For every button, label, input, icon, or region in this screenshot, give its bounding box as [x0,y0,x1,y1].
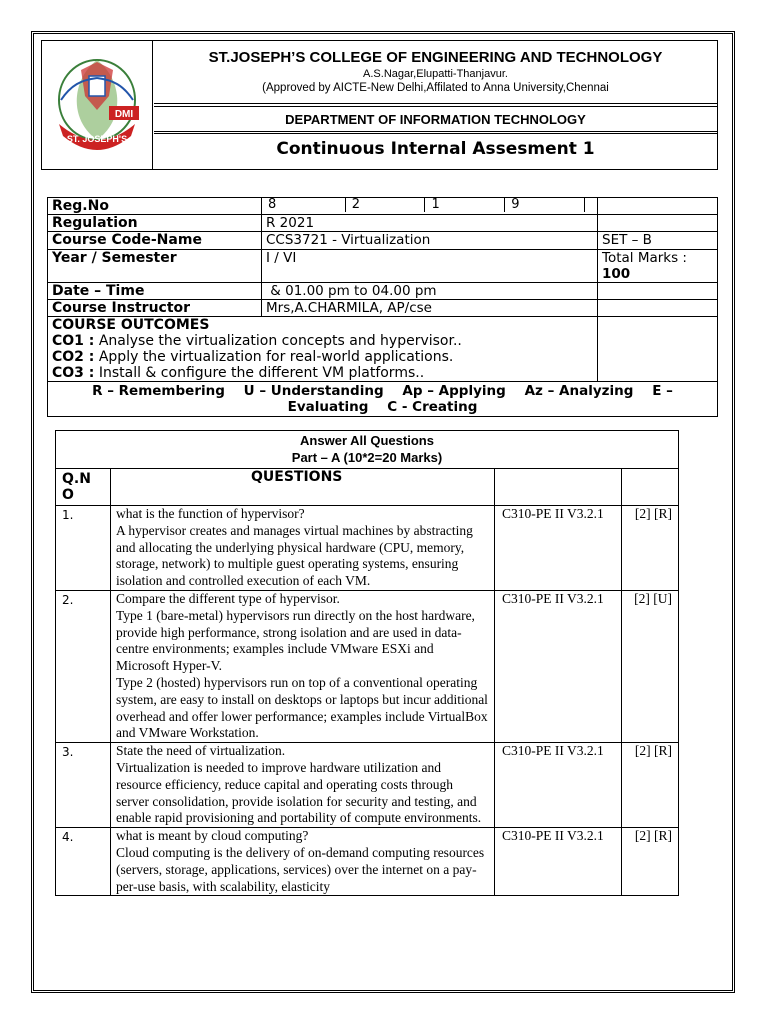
department-name: DEPARTMENT OF INFORMATION TECHNOLOGY [154,106,717,132]
questions-instruction: Answer All Questions [300,433,434,448]
question-co: C310-PE II V3.2.1 [495,590,622,742]
question-marks: [2] [R] [622,743,679,828]
outcomes-title: COURSE OUTCOMES [52,317,210,333]
marks-column-header [622,469,679,506]
exam-info-table [47,197,718,417]
question-co: C310-PE II V3.2.1 [495,743,622,828]
questions-table [55,430,679,896]
question-number: 4. [56,828,111,896]
date-row [48,283,718,300]
course-row [48,232,718,250]
question-row [56,743,679,828]
question-number: 3. [56,743,111,828]
regulation-value: R 2021 [262,215,598,232]
college-logo [41,40,153,170]
question-co: C310-PE II V3.2.1 [495,506,622,591]
college-heading [154,42,717,104]
regulation-extra-cell [598,215,718,232]
taxonomy-row [48,382,718,417]
date-extra-cell [598,283,718,300]
exam-title: Continuous Internal Assesment 1 [154,133,717,169]
instructor-label: Course Instructor [48,300,262,317]
question-row [56,828,679,896]
outcome-item: CO2 : Apply the virtualization for real-world applications. [52,349,454,365]
question-text: Compare the different type of hypervisor. Type 1 (bare-metal) hypervisors run directly on the host hardware, provide high performance, strong isolation and are used in data-centre environments; examples include VMware ESXi and Microsoft Hyper-V. Type 2 (hosted) hypervisors run on top of a conventional operating system, are easy to install on desktops or laptops but incur additional overhead and offer lower performance; examples include VirtualBox and VMware Workstation. [111,590,495,742]
year-row [48,250,718,283]
question-row [56,590,679,742]
total-marks [598,250,718,283]
questions-column-header: QUESTIONS [111,469,495,506]
total-marks-label: Total Marks : [602,250,687,266]
question-text: State the need of virtualization. Virtualization is needed to improve hardware utilization and resource efficiency, reduce capital and operating costs through server consolidation, provide isolation for security and testing, and enable rapid provisioning and portability of compute environments. [111,743,495,828]
college-approval: (Approved by AICTE-New Delhi,Affilated to Anna University,Chennai [262,82,609,94]
taxonomy-legend: R – Remembering U – Understanding Ap – Applying Az – Analyzing E – Evaluating C - Creating [48,382,718,417]
column-header-row [56,469,679,506]
question-text: what is the function of hypervisor? A hypervisor creates and manages virtual machines by abstracting and allocating the underlying physical hardware (CPU, memory, storage, network) to multiple guest operating systems, ensuring isolation and controlled execution of each VM. [111,506,495,591]
question-number: 2. [56,590,111,742]
questions-heading-row [56,431,679,469]
outcomes-row [48,317,718,382]
part-a-title: Part – A (10*2=20 Marks) [291,450,443,465]
outcome-item: CO3 : Install & configure the different VM platforms.. [52,365,425,381]
question-marks: [2] [R] [622,506,679,591]
reg-digit: 9 [505,198,585,212]
outcomes-extra-cell [598,317,718,382]
course-value: CCS3721 - Virtualization [262,232,598,250]
logo-badge-text: DMI [114,109,134,120]
reg-digit-table [262,198,597,212]
instructor-extra-cell [598,300,718,317]
date-value: & 01.00 pm to 04.00 pm [262,283,598,300]
question-marks: [2] [U] [622,590,679,742]
course-label: Course Code-Name [48,232,262,250]
instructor-value: Mrs,A.CHARMILA, AP/cse [262,300,598,317]
question-co: C310-PE II V3.2.1 [495,828,622,896]
reg-digit-empty [585,198,598,212]
year-label: Year / Semester [48,250,262,283]
question-number: 1. [56,506,111,591]
regulation-label: Regulation [48,215,262,232]
college-address: A.S.Nagar,Elupatti-Thanjavur. [363,68,508,80]
year-value: I / VI [262,250,598,283]
reg-number-cells [262,198,598,215]
college-name: ST.JOSEPH’S COLLEGE OF ENGINEERING AND TECHNOLOGY [208,49,663,66]
qno-column-header: Q.N O [56,469,111,506]
total-marks-value: 100 [602,266,631,282]
question-row [56,506,679,591]
date-label: Date – Time [48,283,262,300]
logo-ribbon-text: ST. JOSEPH'S [66,134,128,144]
outcome-item: CO1 : Analyse the virtualization concepts and hypervisor.. [52,333,462,349]
reg-extra-cell [598,198,718,215]
questions-heading [56,431,679,469]
reg-row [48,198,718,215]
question-marks: [2] [R] [622,828,679,896]
reg-digit: 8 [262,198,345,212]
reg-digit: 1 [425,198,505,212]
course-outcomes [48,317,598,382]
co-column-header [495,469,622,506]
regulation-row [48,215,718,232]
logo-emblem-icon [41,40,153,170]
instructor-row [48,300,718,317]
reg-label: Reg.No [48,198,262,215]
question-text: what is meant by cloud computing? Cloud computing is the delivery of on-demand computing resources (servers, storage, applications, services) over the internet on a pay-per-use basis, with scalability, elasticity [111,828,495,896]
reg-digit: 2 [345,198,425,212]
set-value: SET – B [598,232,718,250]
